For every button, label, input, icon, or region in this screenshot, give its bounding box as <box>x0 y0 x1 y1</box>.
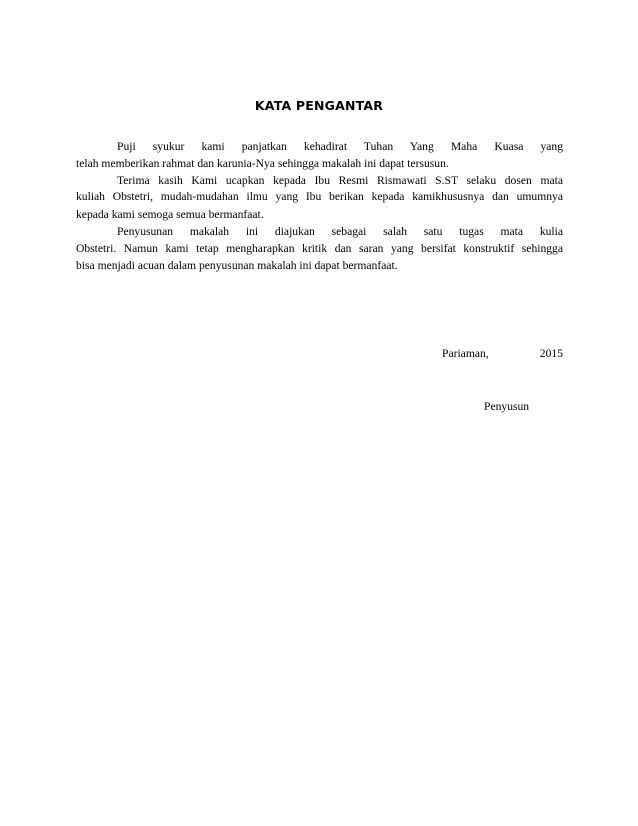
paragraph-3-line-3: bisa menjadi acuan dalam penyusunan makalah ini dapat bermanfaat. <box>76 259 398 272</box>
signature-place-date: Pariaman, 2015 <box>442 347 563 360</box>
page-title: KATA PENGANTAR <box>254 98 384 113</box>
paragraph-1-line-1: Puji syukur kami panjatkan kehadirat Tuhan Yang Maha Kuasa yang <box>117 140 563 153</box>
signature-author: Penyusun <box>484 400 530 413</box>
paragraph-2-line-3: kepada kami semoga semua bermanfaat. <box>76 208 264 221</box>
paragraph-1-line-2: telah memberikan rahmat dan karunia-Nya sehingga makalah ini dapat tersusun. <box>76 157 449 170</box>
paragraph-2-line-2: kuliah Obstetri, mudah-mudahan ilmu yang Ibu berikan kepada kamikhususnya dan umumnya <box>76 190 563 203</box>
paragraph-2-line-1: Terima kasih Kami ucapkan kepada Ibu Resmi Rismawati S.ST selaku dosen mata <box>117 174 563 187</box>
paragraph-3-line-2: Obstetri. Namun kami tetap mengharapkan kritik dan saran yang bersifat konstruktif sehingga <box>76 242 563 255</box>
paragraph-3-line-1: Penyusunan makalah ini diajukan sebagai salah satu tugas mata kulia <box>117 225 563 238</box>
